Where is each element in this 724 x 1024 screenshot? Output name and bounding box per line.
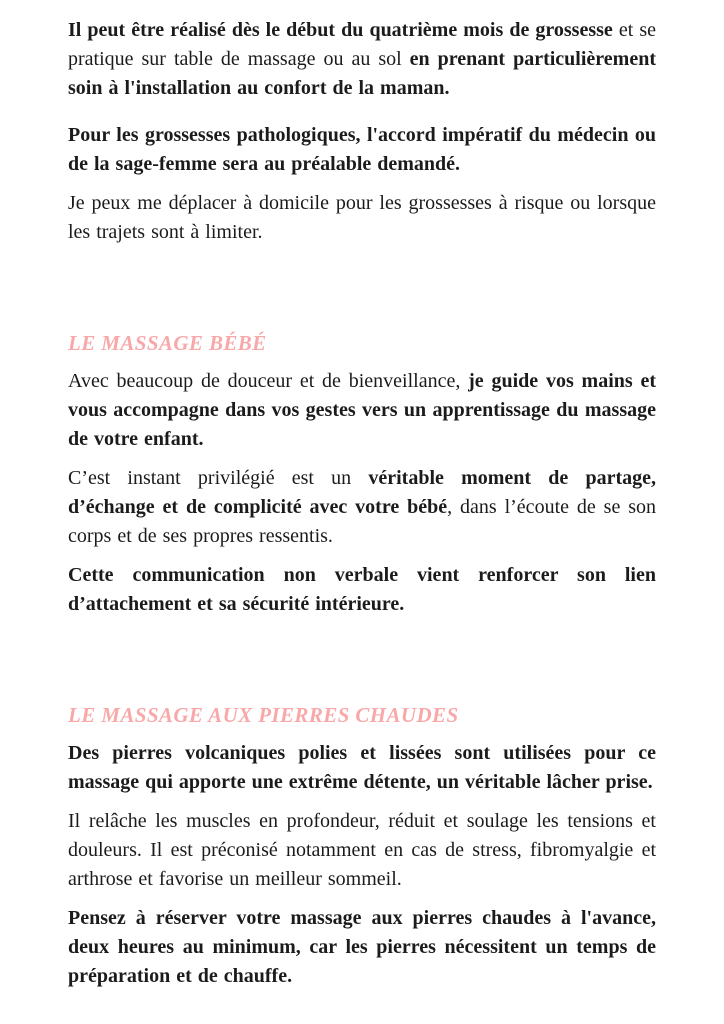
text-run: , dans l’écoute de se son corps et de ses propres ressentis. xyxy=(68,496,657,547)
bold-text-run: Il peut être réalisé dès le début du quatrième mois de grossesse xyxy=(68,19,613,41)
text-run: C’est instant privilégié est un xyxy=(68,467,369,489)
bold-text-run: véritable moment de partage, d’échange et de complicité avec votre bébé xyxy=(68,467,656,518)
paragraph xyxy=(68,367,656,454)
paragraph xyxy=(68,904,656,991)
section-heading: LE MASSAGE AUX PIERRES CHAUDES xyxy=(68,703,459,727)
paragraph xyxy=(68,16,656,103)
bold-text-run: Pour les grossesses pathologiques, l'accord impératif du médecin ou de la sage-femme sera au préalable demandé. xyxy=(68,124,656,175)
bold-text-run: Pensez à réserver votre massage aux pierres chaudes à l'avance, deux heures au minimum, car les pierres nécessitent un temps de préparation et de chauffe. xyxy=(68,907,656,987)
text-run: et se pratique sur table de massage ou au sol xyxy=(68,19,656,70)
text-run: Il relâche les muscles en profondeur, réduit et soulage les tensions et douleurs. Il est préconisé notamment en cas de stress, fibromyalgie et arthrose et favorise un meilleur sommeil. xyxy=(68,810,656,890)
bold-text-run: Cette communication non verbale vient renforcer son lien d’attachement et sa sécurité intérieure. xyxy=(68,564,656,615)
paragraph xyxy=(68,189,656,247)
text-run: Avec beaucoup de douceur et de bienveillance, xyxy=(68,370,469,392)
intro-section xyxy=(68,16,656,247)
paragraph xyxy=(68,739,656,797)
text-run: Je peux me déplacer à domicile pour les grossesses à risque ou lorsque les trajets sont à limiter. xyxy=(68,192,656,243)
bold-text-run: en prenant particulièrement soin à l'installation au confort de la maman. xyxy=(68,48,657,99)
paragraph xyxy=(68,121,656,179)
bold-text-run: je guide vos mains et vous accompagne dans vos gestes vers un apprentissage du massage de votre enfant. xyxy=(68,370,656,450)
paragraph xyxy=(68,807,656,894)
paragraph xyxy=(68,464,656,551)
section-heading: LE MASSAGE BÉBÉ xyxy=(68,331,267,355)
bold-text-run: Des pierres volcaniques polies et lissées sont utilisées pour ce massage qui apporte une extrême détente, un véritable lâcher prise. xyxy=(68,742,656,793)
section-massage-bebe xyxy=(68,329,656,619)
paragraph xyxy=(68,561,656,619)
section-massage-pierres-chaudes xyxy=(68,701,656,991)
